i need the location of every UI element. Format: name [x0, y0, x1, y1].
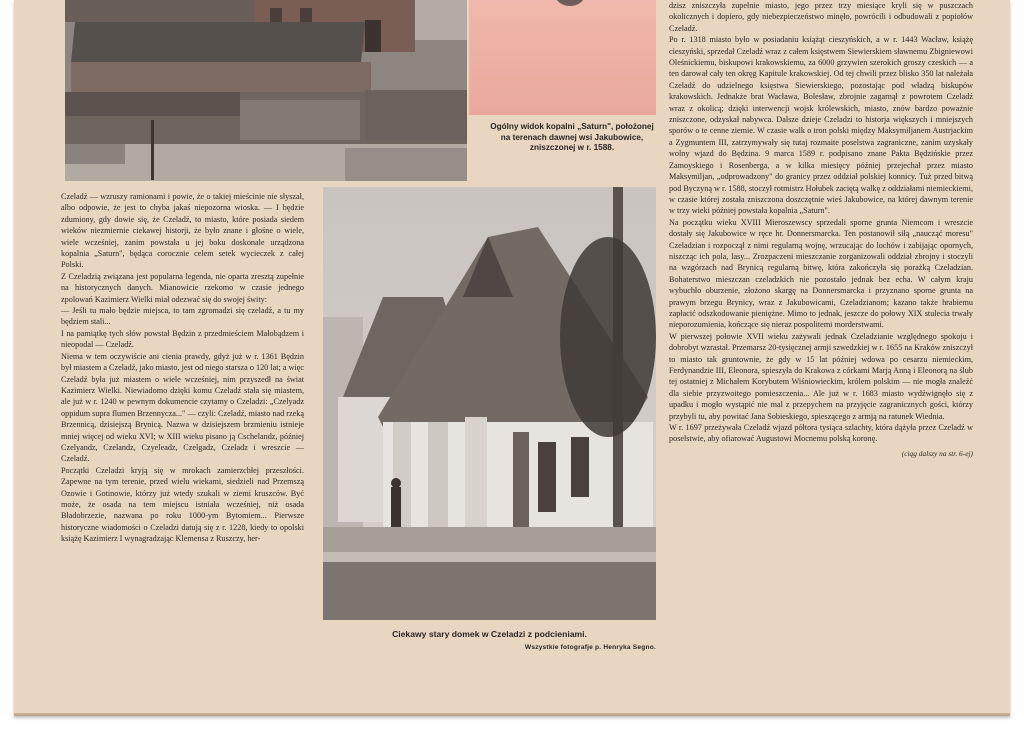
house-photo-caption: Ciekawy stary domek w Czeladzi z podcieniami.: [392, 629, 587, 639]
paragraph: I na pamiątkę tych słów powstał Będzin z przedmieściem Małobądzem i nieopodal — Czeladź.: [61, 328, 304, 350]
newspaper-page: [14, 0, 1010, 716]
paragraph: dzisz zniszczyła zupełnie miasto, jego przez trzy miesiące kryli się w puszczach okolicznych i dopiero, gdy niebezpieczeństwo minęło, powrócili i odbudowali z popiołów Czeladź.: [669, 1, 973, 33]
paragraph: Początki Czeladzi kryją się w mrokach zamierzchłej przeszłości. Zapewne na tym terenie, przed wielu wiekami, siedzieli nad Przemszą Ozowie i Gotinowie, którzy już wtedy szukali w ziemi kruszców. Być może, że osada na tem miejscu istniała wcześniej, niż osada Bładobrzezie, nazwana po roku 1000-ym Bytomiem... Pierwsze historyczne wiadomości o Czeladzi datują się z r. 1228, kiedy to opolski książę Kazimierz I wynagradzając Klemensa z Ruszczy, her-: [61, 465, 304, 544]
mine-photo-caption: Ogólny widok kopalni „Saturn", położonej na terenach dawnej wsi Jakubowice, zniszczonej w r. 1588.: [490, 122, 654, 153]
paragraph: Na początku wieku XVIII Mieroszewscy sprzedali sporne grunta Niemcom i wreszcie dostały się Jakubowice w ręce hr. Donnersmarcka. Ten postanowił siłą „naucząć moresu" Czeladzian i rozpoczął z nimi regularną wojnę, wrzucając do lochów i zabijając opornych, niszcząc ich pola, lasy... Zrozpaczeni mieszczanie zorganizowali oddział zbrojny i stoczyli na wzgórzach nad Brynicą regularną bitwę, która zakończyła się porażką Czeladzian. Bohaterstwo mieszczan czeladzkich nie pozostało jednak bez echa. W całym kraju wybuchło oburzenie, złożono skargę na Donnersmarcka i przyznano sporne grunta na prawym brzegu Brynicy, wraz z Jakubowicami, Czeladzianom; kazano także hrabiemu zapłacić odszkodowanie pieniężne. Mimo to jednak, jeszcze do połowy XIX stulecia trwały nieporozumienia, kończące się nieraz pospolitemi morderstwami.: [669, 217, 973, 330]
mine-photo-drawing: [65, 0, 467, 181]
paragraph: — Jeśli tu mało będzie miejsca, to tam zgromadzi się czeladź, a tu my będziem stali...: [61, 306, 304, 327]
circle-ornament: [555, 0, 585, 6]
paragraph: W pierwszej połowie XVII wieku zażywali jednak Czeladzianie względnego spokoju i dobrobyt wzrastał. Przemarsz 20-tysięcznej armji szwedzkiej w r. 1655 na Kraków zniszczył to miasto tak gruntownie, że gdy w 15 lat później wdowa po cesarzu niemieckim, Ferdynandzie III, Eleonora, spieszyła do Krakowa z córkami Marją Anną i Eleonorą na ślub tej ostatniej z Michałem Korybutem Wiśniowieckim, królem polskim — nie mogła znaleźć dla siebie przyzwoitego pomieszczenia... Ale już w r. 1683 miasto wydźwignęło się z upadku i mogło wystąpić nie mal z przepychem na przyjęcie zagranicznych gości, którzy przybyli tu, aby powitać Jana Sobieskiego, spieszącego z armją na ratunek Wiednia.: [669, 331, 973, 421]
right-text-column: [669, 0, 973, 690]
mine-photo: [65, 0, 467, 181]
left-text-column: [61, 191, 304, 681]
paragraph: Po r. 1318 miasto było w posiadaniu książąt cieszyńskich, a w r. 1443 Wacław, książę cieszyński, sprzedał Czeladź wraz z całem księstwem Siewierskiem sławnemu Zbigniewowi Oleśnickiemu, biskupowi krakowskiemu, za 6000 grzywien szerokich groszy czeskich — a ten darował cały ten okręg Kapitule krakowskiej. Od tej chwili przez blisko 350 lat należała Czeladź do udzielnego księstwa Siewierskiego, pozostając pod władzą biskupów krakowskich. Jednakże brat Wacława, Bolesław, zbrojnie zagarnął z powrotem Czeladź wraz z okolicą; dzięki interwencji wojsk królewskich, miasto, znów bardzo poważnie zniszczone, odzyskał nabywca. Dalsze dzieje Czeladzi to historja większych i mniejszych sporów o te cenne ziemie. W czasie walk o tron polski między Maksymiljanem Austrjackim a Zygmuntem III, zatrzymywały się tutaj rozmaite poselstwa zagraniczne, zanim uzyskały wolny wjazd do Będzina. 9 marca 1589 r. podpisano znane Pakta Będzińskie przez Zamoyskiego i Rosenberga, a w kilka miesięcy później przejechał przez miasto Maksymiljan, „odprowadzony" do granicy przez oddział polskiej konnicy. Tuż przed bitwą pod Byczyną w r. 1588, stoczył rotmistrz Hołubek zaciętą walkę z oddziałami niemieckiemi, w czasie której została zniszczona doszczętnie wieś Jakubowice, na której dawnym terenie w trzy wieki później powstała kopalnia „Saturn".: [669, 35, 973, 216]
paragraph: Niema w tem oczywiście ani cienia prawdy, gdyż już w r. 1361 Będzin był miastem a Czeladź, jako miasto, jest od niego starsza o 120 lat; a więc Czeladź była już miastem o wiele wcześniej, nim przyszedł na świat Kazimierz Wielki. Niewiadomo dzięki komu Czeladź stała się miastem, ale już w r. 1240 w pewnym dokumencie czytamy o Czeladzi: „Czelyadz oppidum supra flumen Brzennycza..." — czyli: Czeladź, miasto nad rzeką Brzennicą, dzisiejszą Brynicą. Nazwa w dzisiejszem brzmieniu istnieje mniej więcej od wieku XVI; w XIII wieku pisano ją Cschelandz, później Czelyandz, Czelandz, Czyeleadz, Czelgadz, Czeladz i wreszcie — Czeladź.: [61, 351, 304, 464]
pink-graphic-block: [469, 0, 656, 115]
paragraph: Z Czeladzią związana jest popularna legenda, nie oparta zresztą zupełnie na historycznych danych. Mianowicie rzekomo w czasie jednego zpolowań Kazimierz Wielki miał odezwać się do swojej świty:: [61, 271, 304, 304]
paragraph: Czeladź — wzruszy ramionami i powie, że o takiej mieścinie nie słyszał, albo odpowie, że jest to chyba jakaś niepozorna wioska. — I będzie zdumiony, gdy dowie się, że Czeladź, to miasto, które posiada siedem wieków niezmiernie ciekawej historji, że było znane i głośne o wiele, wiele wcześniej, zanim powstała u jej boku doskonale urządzona kopalnia „Saturn", będąca corocznie celem setek wycieczek z całej Polski.: [61, 192, 304, 270]
paragraph: W r. 1697 przeżywała Czeladź wjazd półtora tysiąca szlachty, która dążyła przez Czeladź w poselstwie, aby ofiarować Augustowi Mocnemu polską koronę.: [669, 423, 973, 444]
photo-credit: Wszystkie fotografje p. Henryka Segno.: [524, 644, 656, 651]
house-photo-drawing: [323, 187, 656, 620]
continuation-note: (ciąg dalszy na str. 6-ej): [901, 448, 973, 458]
house-photo: [323, 187, 656, 620]
